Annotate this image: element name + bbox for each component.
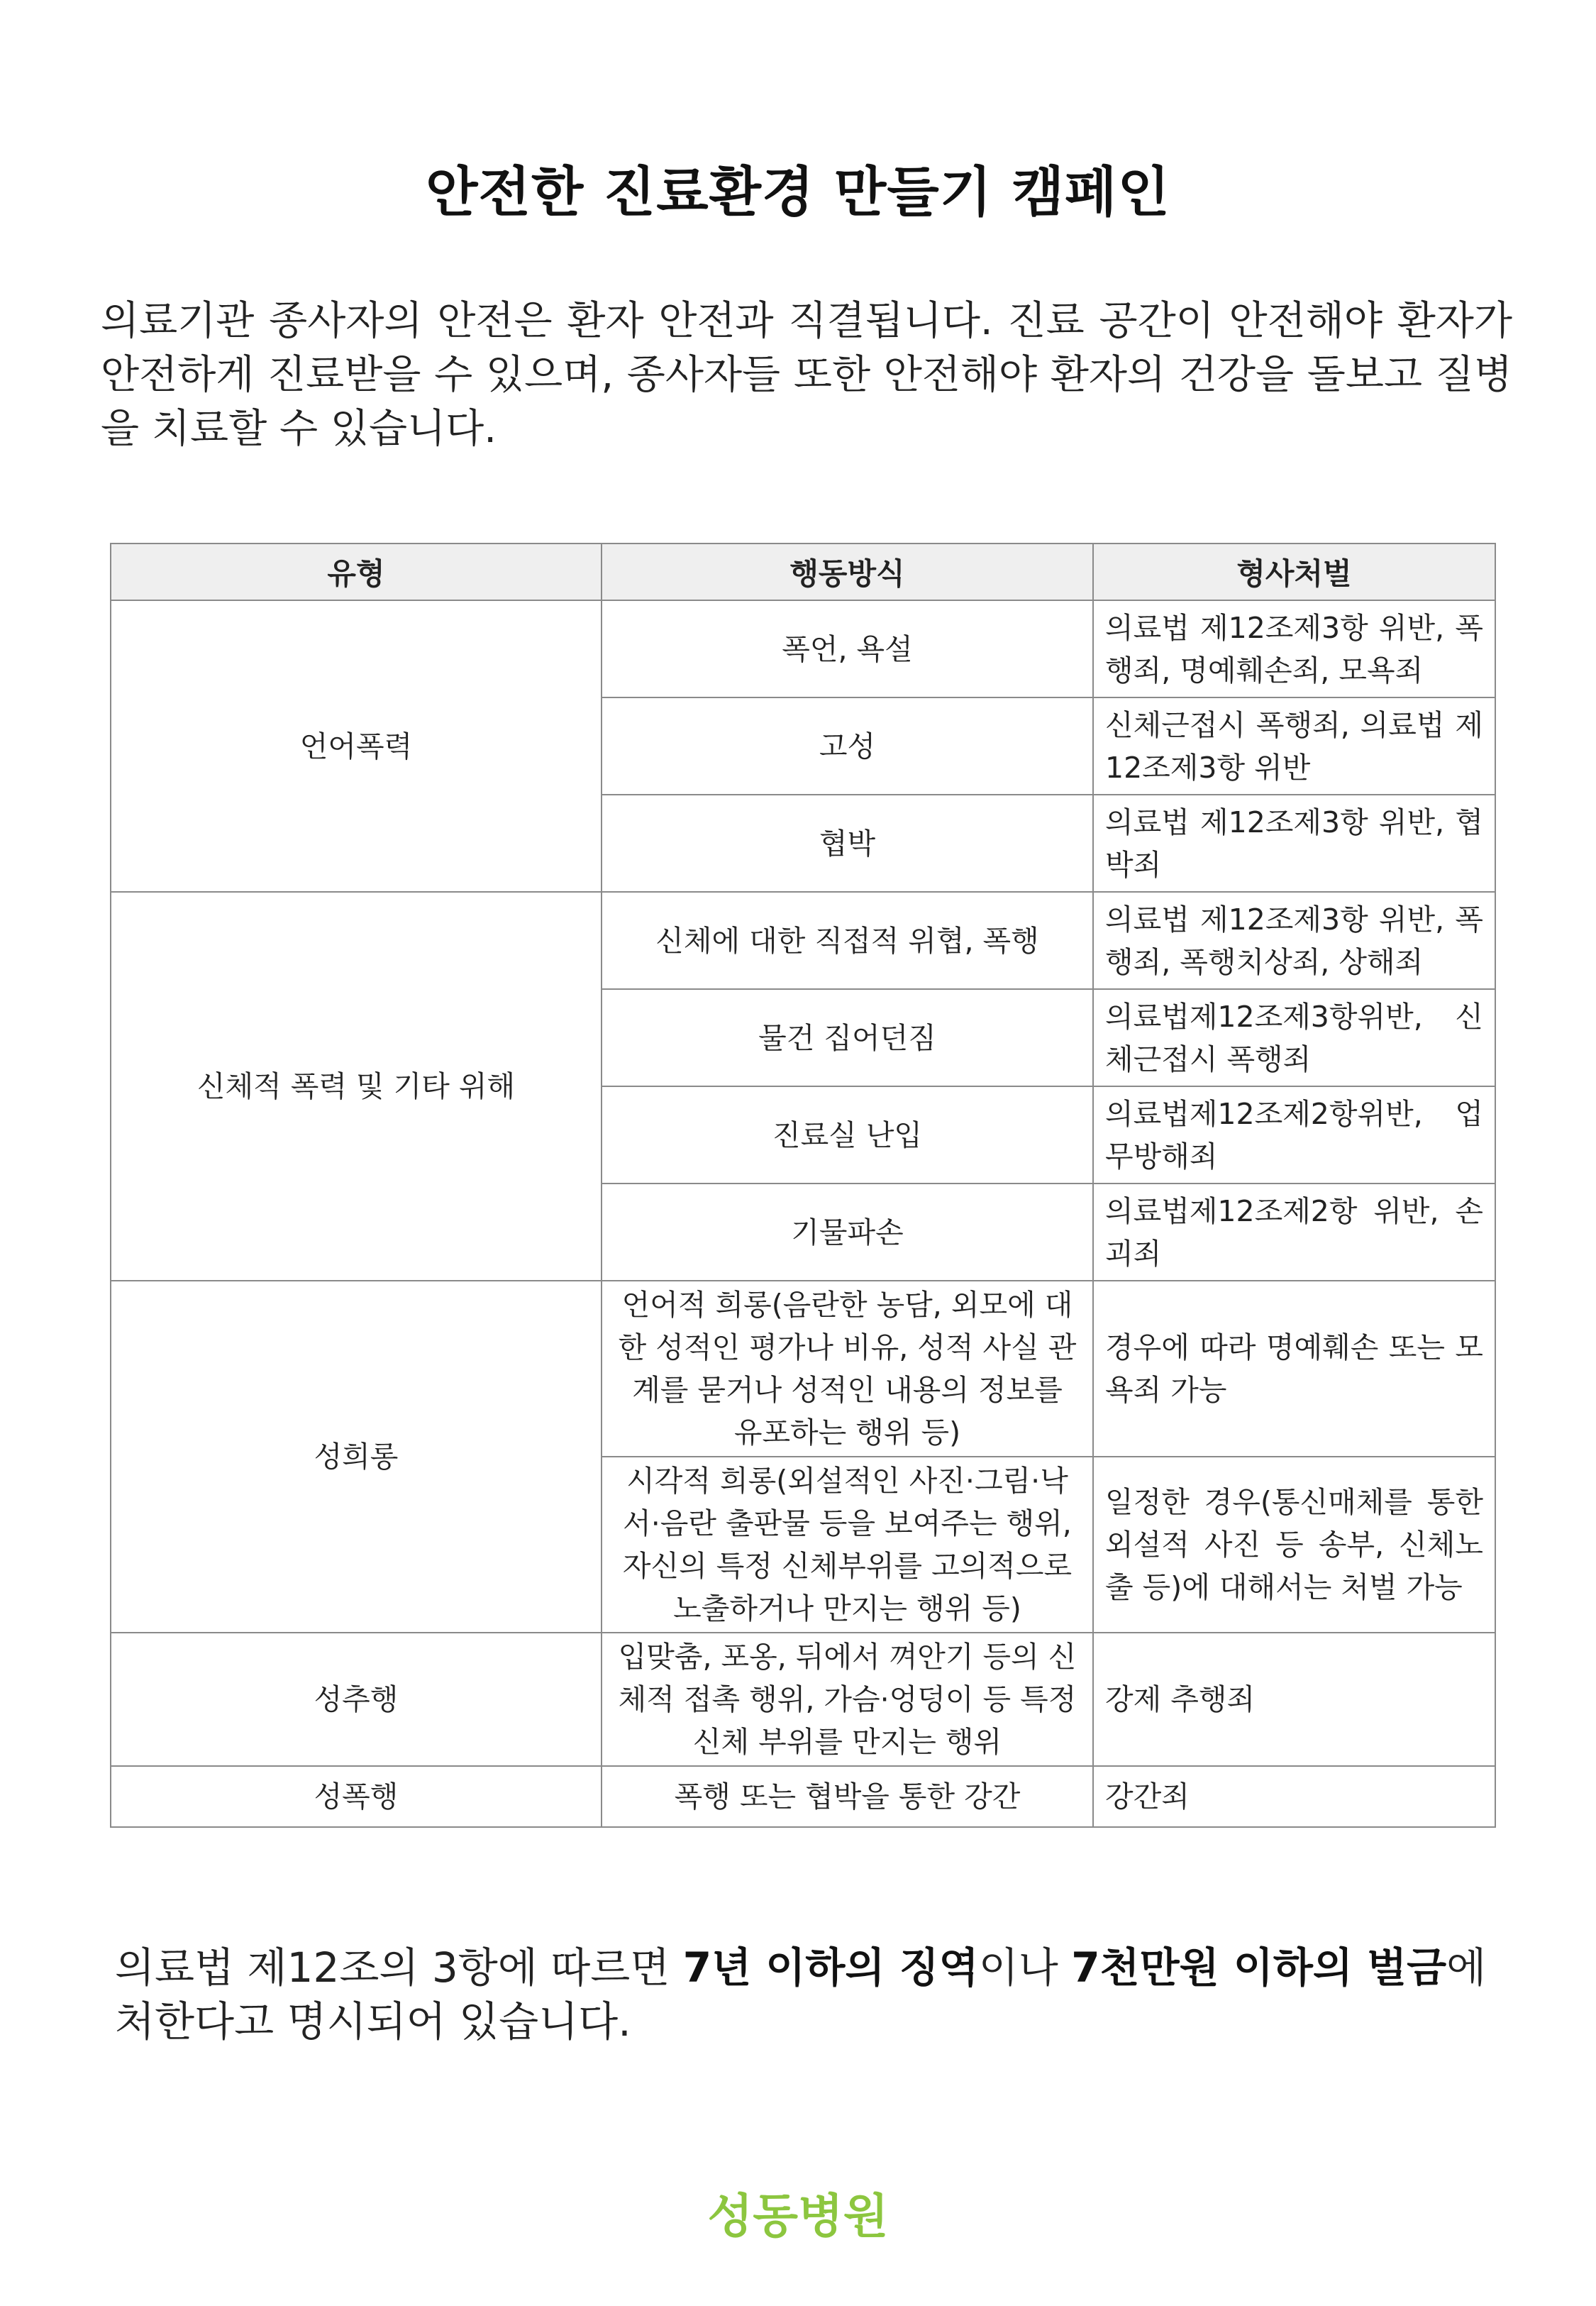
method-cell: 진료실 난입 — [602, 1086, 1093, 1184]
penalty-cell: 의료법제12조제2항위반, 업무방해죄 — [1093, 1086, 1495, 1184]
method-cell: 협박 — [602, 795, 1093, 892]
header-method: 행동방식 — [602, 544, 1093, 600]
method-cell: 고성 — [602, 697, 1093, 795]
method-cell: 시각적 희롱(외설적인 사진·그림·낙서·음란 출판물 등을 보여주는 행위, 자신의 특정 신체부위를 고의적으로 노출하거나 만지는 행위 등) — [602, 1457, 1093, 1633]
penalty-cell: 의료법제12조제2항 위반, 손괴죄 — [1093, 1184, 1495, 1281]
header-penalty: 형사처벌 — [1093, 544, 1495, 600]
hospital-name: 성동병원 — [707, 2189, 889, 2244]
method-cell: 입맞춤, 포옹, 뒤에서 껴안기 등의 신체적 접촉 행위, 가슴·엉덩이 등 특정 신체 부위를 만지는 행위 — [602, 1633, 1093, 1766]
type-cell: 성폭행 — [111, 1766, 602, 1827]
method-cell: 신체에 대한 직접적 위협, 폭행 — [602, 892, 1093, 989]
table-header-row — [111, 544, 1495, 600]
type-cell: 성추행 — [111, 1633, 602, 1766]
intro-paragraph: 의료기관 종사자의 안전은 환자 안전과 직결됩니다. 진료 공간이 안전해야 환자가 안전하게 진료받을 수 있으며, 종사자들 또한 안전해야 환자의 건강을 돌보고 질병을 치료할 수 있습니다. — [101, 298, 1512, 452]
type-cell: 성희롱 — [111, 1281, 602, 1633]
type-cell: 언어폭력 — [111, 600, 602, 892]
note-text: 에 처한다고 명시되어 있습니다. — [115, 1943, 1487, 2046]
type-cell: 신체적 폭력 및 기타 위해 — [111, 892, 602, 1281]
table-row — [111, 892, 1495, 989]
method-cell: 물건 집어던짐 — [602, 989, 1093, 1086]
method-cell: 폭행 또는 협박을 통한 강간 — [602, 1766, 1093, 1827]
header-type: 유형 — [111, 544, 602, 600]
table-row — [111, 1633, 1495, 1766]
penalty-cell: 일정한 경우(통신매체를 통한 외설적 사진 등 송부, 신체노출 등)에 대해서는 처벌 가능 — [1093, 1457, 1495, 1633]
table-row — [111, 1281, 1495, 1457]
penalty-cell: 의료법제12조제3항위반, 신체근접시 폭행죄 — [1093, 989, 1495, 1086]
note-fine-amount: 7천만원 이하의 벌금 — [1071, 1943, 1447, 1992]
table-row — [111, 600, 1495, 697]
method-cell: 언어적 희롱(음란한 농담, 외모에 대한 성적인 평가나 비유, 성적 사실 관계를 묻거나 성적인 내용의 정보를 유포하는 행위 등) — [602, 1281, 1093, 1457]
penalty-table — [110, 543, 1496, 1828]
penalty-cell: 의료법 제12조제3항 위반, 폭행죄, 명예훼손죄, 모욕죄 — [1093, 600, 1495, 697]
note-text: 의료법 제12조의 3항에 따르면 — [115, 1943, 683, 1992]
method-cell: 기물파손 — [602, 1184, 1093, 1281]
penalty-cell: 강제 추행죄 — [1093, 1633, 1495, 1766]
page-title: 안전한 진료환경 만들기 캠페인 — [426, 160, 1170, 224]
note-text: 이나 — [978, 1943, 1072, 1992]
penalty-cell: 의료법 제12조제3항 위반, 협박죄 — [1093, 795, 1495, 892]
method-cell: 폭언, 욕설 — [602, 600, 1093, 697]
penalty-cell: 경우에 따라 명예훼손 또는 모욕죄 가능 — [1093, 1281, 1495, 1457]
penalty-cell: 의료법 제12조제3항 위반, 폭행죄, 폭행치상죄, 상해죄 — [1093, 892, 1495, 989]
legal-note — [115, 1941, 1505, 2048]
penalty-cell: 신체근접시 폭행죄, 의료법 제12조제3항 위반 — [1093, 697, 1495, 795]
penalty-cell: 강간죄 — [1093, 1766, 1495, 1827]
table-row — [111, 1766, 1495, 1827]
note-prison-term: 7년 이하의 징역 — [682, 1943, 979, 1992]
